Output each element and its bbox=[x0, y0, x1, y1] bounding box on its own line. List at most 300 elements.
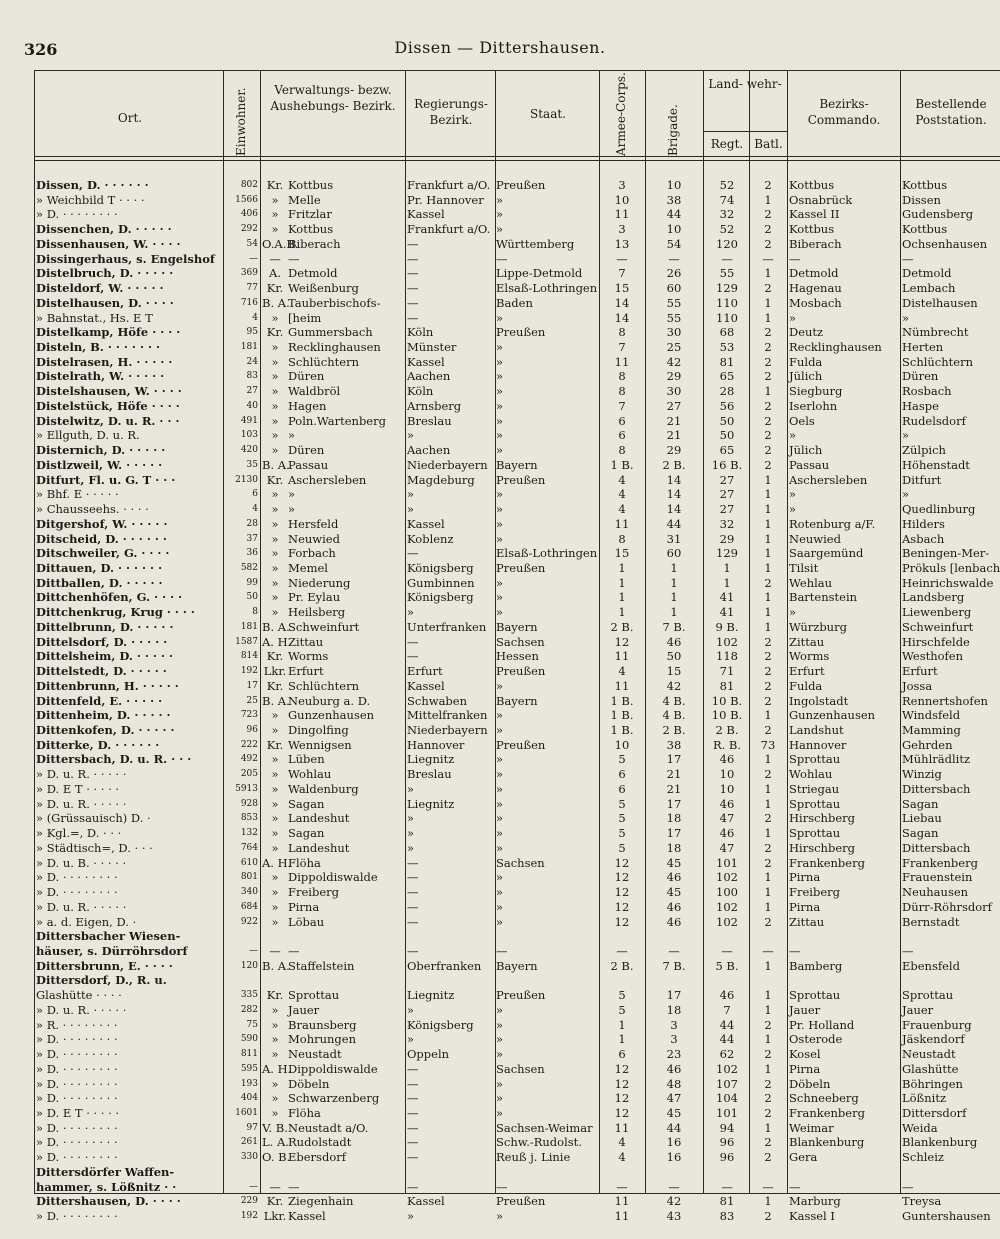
army-corps: 8 bbox=[618, 325, 626, 340]
government-district: Aachen bbox=[407, 369, 451, 384]
district-name: — bbox=[288, 251, 300, 266]
district-command: Bamberg bbox=[789, 958, 843, 973]
landwehr-regiment: 7 bbox=[723, 1002, 731, 1017]
header-ort: Ort. bbox=[117, 111, 143, 125]
army-corps: 11 bbox=[614, 354, 630, 369]
place-name: » D. · · · · · · · · bbox=[36, 1091, 118, 1106]
government-district: Kassel bbox=[407, 516, 445, 531]
post-station: Gehrden bbox=[902, 737, 953, 752]
district-name: Lüben bbox=[288, 752, 325, 767]
district-type: » bbox=[271, 605, 279, 620]
landwehr-battalion: 1 bbox=[764, 885, 772, 900]
table-row bbox=[0, 1062, 1000, 1077]
population: 420 bbox=[240, 445, 258, 456]
army-corps: 5 bbox=[618, 840, 626, 855]
district-name: » bbox=[288, 502, 296, 517]
post-station: Dissen bbox=[902, 192, 941, 207]
landwehr-regiment: 110 bbox=[716, 310, 738, 325]
district-type: » bbox=[271, 575, 279, 590]
landwehr-regiment: 46 bbox=[719, 752, 735, 767]
post-station: Beningen-Mer- bbox=[902, 546, 990, 561]
district-type: L. A. bbox=[262, 1135, 289, 1150]
landwehr-battalion: 1 bbox=[764, 487, 772, 502]
district-command: Kassel II bbox=[789, 207, 840, 222]
district-name: Wohlau bbox=[288, 767, 332, 782]
army-corps: — bbox=[616, 943, 628, 958]
state: » bbox=[496, 885, 504, 900]
place-name: Ditfurt, Fl. u. G. T · · · bbox=[36, 472, 176, 487]
landwehr-regiment: 46 bbox=[719, 988, 735, 1003]
brigade: 26 bbox=[666, 266, 682, 281]
population: — bbox=[249, 253, 258, 264]
brigade: 2 B. bbox=[662, 723, 686, 737]
state: » bbox=[496, 723, 504, 737]
post-station: Landsberg bbox=[902, 590, 965, 605]
brigade: 42 bbox=[666, 1194, 682, 1209]
army-corps: 12 bbox=[614, 1091, 630, 1106]
place-name: » D. · · · · · · · · bbox=[36, 1135, 118, 1150]
state: Bayern bbox=[496, 958, 538, 973]
district-command: Kassel I bbox=[789, 1209, 835, 1224]
population: 193 bbox=[240, 1078, 258, 1089]
district-name: Biberach bbox=[288, 236, 341, 251]
landwehr-battalion: 1 bbox=[764, 192, 772, 207]
post-station: Schleiz bbox=[902, 1150, 944, 1165]
landwehr-regiment: 44 bbox=[719, 1032, 735, 1047]
landwehr-regiment: 101 bbox=[716, 1105, 738, 1120]
district-command: Deutz bbox=[789, 325, 824, 340]
post-station: Neuhausen bbox=[902, 885, 969, 900]
army-corps: 11 bbox=[614, 1209, 630, 1224]
table-row bbox=[0, 1209, 1000, 1224]
district-command: » bbox=[789, 487, 797, 502]
brigade: 44 bbox=[666, 516, 682, 531]
district-command: Landshut bbox=[789, 723, 844, 737]
government-district: » bbox=[407, 1209, 415, 1224]
district-command: Frankenberg bbox=[789, 855, 865, 870]
army-corps: 11 bbox=[614, 1194, 630, 1209]
header-bezirkscommando: Bezirks- Commando. bbox=[807, 97, 881, 127]
place-name: hammer, s. Lößnitz · · bbox=[36, 1179, 177, 1194]
place-name: » D. E T · · · · · bbox=[36, 781, 120, 796]
district-command: Neuwied bbox=[789, 531, 841, 546]
landwehr-regiment: 129 bbox=[716, 281, 738, 296]
landwehr-battalion: 2 bbox=[764, 914, 772, 929]
district-command: Jülich bbox=[789, 369, 823, 384]
population: 222 bbox=[240, 739, 258, 750]
district-command: Freiberg bbox=[789, 885, 840, 900]
army-corps: 1 B. bbox=[610, 708, 634, 723]
army-corps: 1 bbox=[618, 575, 626, 590]
government-district: Kassel bbox=[407, 354, 445, 369]
table-row bbox=[0, 355, 1000, 370]
place-name: » D. · · · · · · · · bbox=[36, 1209, 118, 1224]
brigade: 21 bbox=[666, 413, 682, 428]
army-corps: 5 bbox=[618, 796, 626, 811]
header-regt: Regt. bbox=[710, 137, 744, 151]
army-corps: 10 bbox=[614, 737, 630, 752]
place-name: Dittelstedt, D. · · · · · bbox=[36, 664, 167, 679]
table-row bbox=[0, 384, 1000, 399]
government-district: Aachen bbox=[407, 443, 451, 458]
landwehr-battalion: 1 bbox=[764, 531, 772, 546]
district-name: Wennigsen bbox=[288, 737, 352, 752]
brigade: 18 bbox=[666, 840, 682, 855]
government-district: Oberfranken bbox=[407, 958, 482, 973]
table-row bbox=[0, 929, 1000, 944]
landwehr-regiment: 16 B. bbox=[711, 457, 743, 472]
landwehr-regiment: 27 bbox=[719, 502, 735, 517]
state: » bbox=[496, 1032, 504, 1047]
population: 2130 bbox=[235, 474, 258, 485]
landwehr-battalion: 1 bbox=[764, 295, 772, 310]
army-corps: 7 bbox=[618, 266, 626, 281]
population: 404 bbox=[240, 1093, 258, 1104]
district-command: Marburg bbox=[789, 1194, 841, 1209]
population: 340 bbox=[240, 887, 258, 898]
brigade: 4 B. bbox=[662, 693, 686, 708]
army-corps: 1 B. bbox=[610, 723, 634, 737]
population: 192 bbox=[240, 666, 258, 677]
district-type: » bbox=[271, 781, 279, 796]
place-name: » D. · · · · · · · · bbox=[36, 1032, 118, 1047]
landwehr-battalion: — bbox=[762, 1179, 774, 1194]
population: 95 bbox=[246, 327, 258, 338]
population: 50 bbox=[246, 592, 258, 603]
place-name: Distelstück, Höfe · · · · bbox=[36, 398, 180, 413]
landwehr-battalion: 1 bbox=[764, 1120, 772, 1135]
post-station: Mühlrädlitz bbox=[902, 752, 971, 767]
landwehr-battalion: 1 bbox=[764, 560, 772, 575]
post-station: Düren bbox=[902, 369, 939, 384]
place-name: Distelrasen, H. · · · · · bbox=[36, 354, 173, 369]
landwehr-regiment: 27 bbox=[719, 472, 735, 487]
post-station: Liewenberg bbox=[902, 605, 972, 620]
district-command: Wohlau bbox=[789, 767, 833, 782]
state: Sachsen bbox=[496, 634, 545, 649]
landwehr-battalion: 2 bbox=[764, 443, 772, 458]
government-district: Schwaben bbox=[407, 693, 467, 708]
government-district: — bbox=[407, 1061, 419, 1076]
state: Preußen bbox=[496, 664, 546, 679]
place-name: häuser, s. Dürröhrsdorf bbox=[36, 943, 188, 958]
place-name: » D. · · · · · · · · bbox=[36, 1120, 118, 1135]
landwehr-battalion: 2 bbox=[764, 281, 772, 296]
brigade: 38 bbox=[666, 192, 682, 207]
district-command: Hannover bbox=[789, 737, 847, 752]
landwehr-battalion: 2 bbox=[764, 457, 772, 472]
landwehr-regiment: 10 B. bbox=[711, 708, 743, 723]
army-corps: 4 bbox=[618, 487, 626, 502]
population: 24 bbox=[246, 356, 258, 367]
brigade: 1 bbox=[670, 560, 678, 575]
population: 814 bbox=[240, 651, 258, 662]
place-name: » a. d. Eigen, D. · bbox=[36, 914, 137, 929]
government-district: Frankfurt a/O. bbox=[407, 178, 491, 192]
district-name: Löbau bbox=[288, 914, 325, 929]
army-corps: 12 bbox=[614, 899, 630, 914]
population: 369 bbox=[240, 268, 258, 279]
place-name: Dittenkofen, D. · · · · · bbox=[36, 723, 175, 737]
state: Baden bbox=[496, 295, 533, 310]
government-district: Pr. Hannover bbox=[407, 192, 484, 207]
state: Reuß j. Linie bbox=[496, 1150, 571, 1165]
brigade: 45 bbox=[666, 885, 682, 900]
district-type: B. A. bbox=[262, 958, 290, 973]
state: Bayern bbox=[496, 693, 538, 708]
landwehr-battalion: 2 bbox=[764, 1150, 772, 1165]
state: Elsaß-Lothringen bbox=[496, 546, 598, 561]
district-name: Flöha bbox=[288, 855, 321, 870]
population: 853 bbox=[240, 813, 258, 824]
population: 292 bbox=[240, 224, 258, 235]
district-type: » bbox=[271, 752, 279, 767]
post-station: Schlüchtern bbox=[902, 354, 973, 369]
table-row bbox=[0, 561, 1000, 576]
government-district: Niederbayern bbox=[407, 457, 488, 472]
brigade: 18 bbox=[666, 1002, 682, 1017]
brigade: — bbox=[668, 251, 680, 266]
place-name: Ditgershof, W. · · · · · bbox=[36, 516, 168, 531]
place-name: Distelwitz, D. u. R. · · · bbox=[36, 413, 180, 428]
district-type: O.A.B. bbox=[262, 236, 299, 251]
district-command: Fulda bbox=[789, 354, 823, 369]
post-station: Lembach bbox=[902, 281, 956, 296]
district-type: » bbox=[271, 870, 279, 885]
landwehr-battalion: — bbox=[762, 251, 774, 266]
landwehr-regiment: 53 bbox=[719, 340, 735, 355]
army-corps: 4 bbox=[618, 664, 626, 679]
state: » bbox=[496, 811, 504, 826]
landwehr-battalion: 2 bbox=[764, 207, 772, 222]
landwehr-regiment: 104 bbox=[716, 1091, 738, 1106]
post-station: Dittersbach bbox=[902, 781, 971, 796]
government-district: — bbox=[407, 546, 419, 561]
post-station: Jauer bbox=[902, 1002, 934, 1017]
landwehr-battalion: 2 bbox=[764, 222, 772, 237]
landwehr-battalion: 2 bbox=[764, 767, 772, 782]
brigade: 45 bbox=[666, 855, 682, 870]
landwehr-battalion: 2 bbox=[764, 236, 772, 251]
place-name: » R. · · · · · · · · bbox=[36, 1017, 118, 1032]
post-station: Guntershausen bbox=[902, 1209, 991, 1224]
table-row bbox=[0, 649, 1000, 664]
landwehr-battalion: 2 bbox=[764, 413, 772, 428]
state: Lippe-Detmold bbox=[496, 266, 583, 281]
district-name: Düren bbox=[288, 443, 325, 458]
government-district: Breslau bbox=[407, 413, 452, 428]
brigade: 1 bbox=[670, 605, 678, 620]
army-corps: 12 bbox=[614, 1105, 630, 1120]
district-name: Poln.Wartenberg bbox=[288, 413, 386, 428]
district-type: » bbox=[271, 1032, 279, 1047]
army-corps: 1 B. bbox=[610, 457, 634, 472]
table-row bbox=[0, 620, 1000, 635]
brigade: 4 B. bbox=[662, 708, 686, 723]
district-command: Kottbus bbox=[789, 222, 835, 237]
landwehr-regiment: 83 bbox=[719, 1209, 735, 1224]
post-station: » bbox=[902, 310, 910, 325]
post-station: Frankenberg bbox=[902, 855, 978, 870]
post-station: Lößnitz bbox=[902, 1091, 947, 1106]
government-district: Köln bbox=[407, 325, 434, 340]
landwehr-battalion: 2 bbox=[764, 369, 772, 384]
table-row bbox=[0, 752, 1000, 767]
header-armeecorps: Armee-Corps. bbox=[614, 72, 628, 156]
district-type: » bbox=[271, 796, 279, 811]
landwehr-battalion: 2 bbox=[764, 855, 772, 870]
table-row bbox=[0, 826, 1000, 841]
post-station: Liebau bbox=[902, 811, 942, 826]
brigade: — bbox=[668, 943, 680, 958]
state: » bbox=[496, 752, 504, 767]
landwehr-regiment: 28 bbox=[719, 384, 735, 399]
post-station: Bernstadt bbox=[902, 914, 960, 929]
place-name: Dittelsdorf, D. · · · · · bbox=[36, 634, 168, 649]
district-name: Dippoldiswalde bbox=[288, 1061, 378, 1076]
district-command: Sprottau bbox=[789, 796, 841, 811]
government-district: Niederbayern bbox=[407, 723, 488, 737]
district-name: Worms bbox=[288, 649, 329, 664]
state: » bbox=[496, 192, 504, 207]
district-name: Landeshut bbox=[288, 811, 350, 826]
district-type: Kr. bbox=[266, 325, 284, 340]
table-row bbox=[0, 1150, 1000, 1165]
place-name: » Kgl.=, D. · · · bbox=[36, 826, 122, 841]
state: » bbox=[496, 1017, 504, 1032]
population: 103 bbox=[240, 430, 258, 441]
table-row bbox=[0, 222, 1000, 237]
district-type: » bbox=[271, 369, 279, 384]
place-name: Dittchenkrug, Krug · · · · bbox=[36, 605, 195, 620]
place-name: Dissenhausen, W. · · · · bbox=[36, 236, 181, 251]
government-district: — bbox=[407, 236, 419, 251]
district-type: Kr. bbox=[266, 1194, 284, 1209]
government-district: — bbox=[407, 251, 419, 266]
army-corps: 12 bbox=[614, 855, 630, 870]
population: 723 bbox=[240, 710, 258, 721]
district-command: Siegburg bbox=[789, 384, 843, 399]
place-name: Dittenbrunn, H. · · · · · bbox=[36, 678, 179, 693]
table-row bbox=[0, 708, 1000, 723]
district-command: Kottbus bbox=[789, 178, 835, 192]
district-type: » bbox=[271, 885, 279, 900]
post-station: Gudensberg bbox=[902, 207, 974, 222]
landwehr-regiment: 29 bbox=[719, 531, 735, 546]
population: 335 bbox=[240, 990, 258, 1001]
government-district: » bbox=[407, 811, 415, 826]
landwehr-regiment: 47 bbox=[719, 840, 735, 855]
district-type: A. H. bbox=[262, 855, 292, 870]
place-name: » D. · · · · · · · · bbox=[36, 1047, 118, 1062]
landwehr-regiment: — bbox=[721, 251, 733, 266]
table-row bbox=[0, 369, 1000, 384]
landwehr-regiment: 102 bbox=[716, 1061, 738, 1076]
brigade: 48 bbox=[666, 1076, 682, 1091]
landwehr-battalion: 2 bbox=[764, 1209, 772, 1224]
army-corps: — bbox=[616, 1179, 628, 1194]
brigade: 46 bbox=[666, 634, 682, 649]
post-station: Böhringen bbox=[902, 1076, 963, 1091]
army-corps: 6 bbox=[618, 781, 626, 796]
population: 261 bbox=[240, 1137, 258, 1148]
army-corps: 12 bbox=[614, 870, 630, 885]
header-einwohner: Einwohner. bbox=[234, 87, 248, 156]
district-command: Hirschberg bbox=[789, 811, 855, 826]
army-corps: 15 bbox=[614, 546, 630, 561]
district-type: » bbox=[271, 914, 279, 929]
landwehr-regiment: 41 bbox=[719, 605, 735, 620]
brigade: 16 bbox=[666, 1135, 682, 1150]
brigade: 1 bbox=[670, 575, 678, 590]
state: » bbox=[496, 708, 504, 723]
table-row bbox=[0, 237, 1000, 252]
army-corps: 1 bbox=[618, 560, 626, 575]
population: 35 bbox=[246, 459, 258, 470]
population: 1587 bbox=[235, 636, 258, 647]
government-district: Köln bbox=[407, 384, 434, 399]
place-name: Distelhausen, D. · · · · bbox=[36, 295, 174, 310]
table-row bbox=[0, 487, 1000, 502]
district-name: Dippoldiswalde bbox=[288, 870, 378, 885]
state: » bbox=[496, 340, 504, 355]
army-corps: 11 bbox=[614, 678, 630, 693]
state: » bbox=[496, 428, 504, 443]
army-corps: 12 bbox=[614, 885, 630, 900]
header-staat: Staat. bbox=[530, 107, 566, 121]
table-row bbox=[0, 900, 1000, 915]
landwehr-battalion: 1 bbox=[764, 502, 772, 517]
brigade: 44 bbox=[666, 207, 682, 222]
state: » bbox=[496, 840, 504, 855]
table-row bbox=[0, 679, 1000, 694]
table-header bbox=[0, 70, 1000, 158]
district-name: Hagen bbox=[288, 398, 327, 413]
population: 4 bbox=[252, 504, 258, 515]
table-row bbox=[0, 959, 1000, 974]
post-station: Ochsenhausen bbox=[902, 236, 988, 251]
brigade: 14 bbox=[666, 487, 682, 502]
brigade: 17 bbox=[666, 988, 682, 1003]
brigade: 42 bbox=[666, 354, 682, 369]
place-name: » Bhf. E · · · · · bbox=[36, 487, 119, 502]
district-type: Kr. bbox=[266, 649, 284, 664]
table-row bbox=[0, 944, 1000, 959]
district-name: Braunsberg bbox=[288, 1017, 357, 1032]
post-station: Mamming bbox=[902, 723, 961, 737]
brigade: 46 bbox=[666, 870, 682, 885]
district-type: » bbox=[271, 590, 279, 605]
army-corps: 4 bbox=[618, 502, 626, 517]
landwehr-regiment: 102 bbox=[716, 634, 738, 649]
table-row bbox=[0, 1047, 1000, 1062]
post-station: Dittersdorf bbox=[902, 1105, 967, 1120]
district-name: Sagan bbox=[288, 826, 325, 841]
brigade: 30 bbox=[666, 325, 682, 340]
army-corps: 4 bbox=[618, 1135, 626, 1150]
government-district: » bbox=[407, 487, 415, 502]
government-district: Kassel bbox=[407, 678, 445, 693]
government-district: — bbox=[407, 1091, 419, 1106]
army-corps: 5 bbox=[618, 1002, 626, 1017]
district-type: Lkr. bbox=[263, 1209, 287, 1224]
district-name: — bbox=[288, 1179, 300, 1194]
state: Württemberg bbox=[496, 236, 575, 251]
table-row bbox=[0, 1106, 1000, 1121]
post-station: Dittersbach bbox=[902, 840, 971, 855]
table-row bbox=[0, 178, 1000, 193]
place-name: Dissingerhaus, s. Engelshof bbox=[36, 251, 215, 266]
